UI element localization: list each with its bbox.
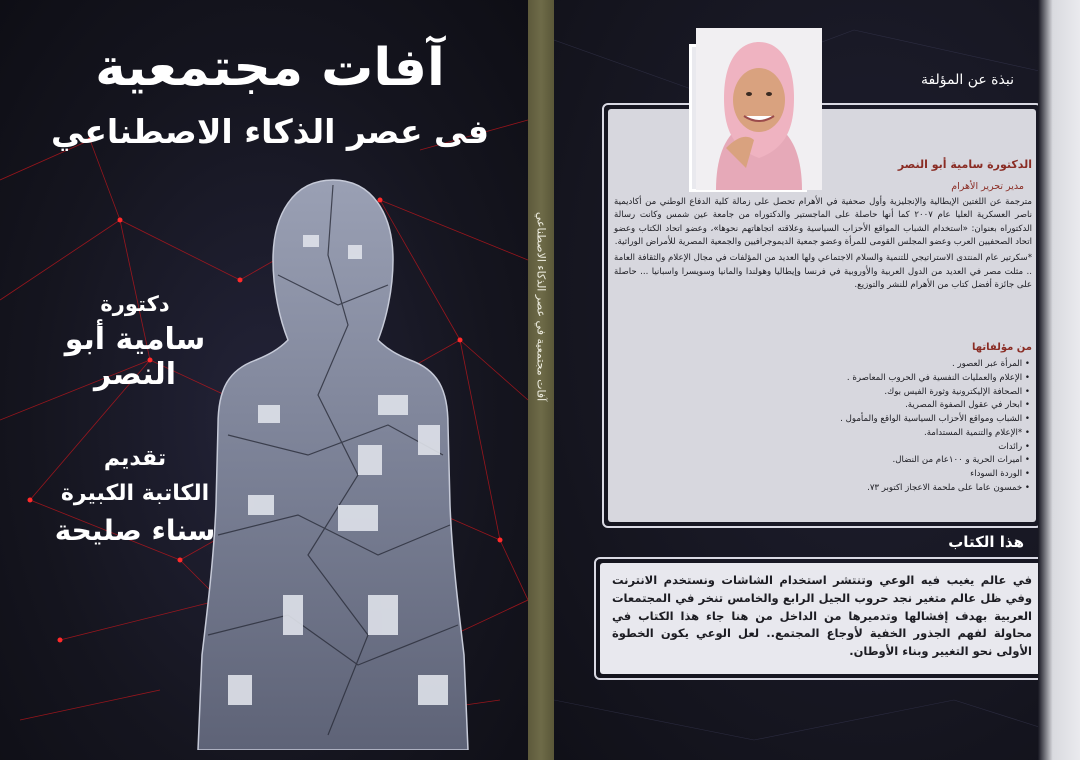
list-item: • ابحار في عقول الصفوة المصرية. [704, 399, 1030, 413]
front-cover [0, 0, 528, 760]
list-item: • الإعلام والعمليات النفسية في الحروب المعاصرة . [704, 372, 1030, 386]
bio-text [614, 196, 1032, 295]
bio-heading: نبذة عن المؤلفة [920, 72, 1014, 88]
about-heading: هذا الكتاب [948, 533, 1024, 551]
author-title: دكتورة [100, 292, 170, 316]
foreword-name: سناء صليحة [54, 514, 216, 547]
book-title: آفات مجتمعية [95, 38, 445, 98]
back-cover [554, 0, 1080, 760]
bio-author-role: مدير تحرير الأهرام [951, 181, 1024, 192]
foreword-label: تقديم [103, 446, 167, 471]
author-block [20, 292, 250, 392]
list-item: • الشباب ومواقع الأحزاب السياسية الواقع والمأمول . [704, 413, 1030, 427]
list-item: • اميرات الحرية و ١٠٠عام من النضال. [704, 454, 1030, 468]
book-subtitle: فى عصر الذكاء الاصطناعي [51, 112, 489, 151]
works-heading: من مؤلفاتها [972, 342, 1032, 353]
bio-paragraph: مترجمة عن اللغتين الإيطالية والإنجليزية وأول صحفية في الأهرام تحصل على زمالة كلية الدفاع الوطني من أكاديمية ناصر العسكرية العليا عام ٢٠٠٧ كما أنها حاصلة على الماجستير والدكتوراه من جامعة عين شمس وكانت رسالة الدكتوراه بعنوان: «استخدام الشباب المواقع الأحزاب السياسية وعلاقته اتجاهاتهم نحوها»، وعضو اتحاد الكتاب وعضو اتحاد الصحفيين العرب وعضو المجلس القومى للمرأة وعضو جمعية الديموجرافيين والجمعية المصرية للأمراض الوراثية. [614, 197, 1033, 247]
list-item: • الوردة السوداء [704, 468, 1030, 482]
works-list [704, 358, 1030, 496]
list-item: • رائدات [704, 441, 1030, 455]
page-edge [1038, 0, 1080, 760]
author-name: سامية أبو النصر [64, 322, 206, 392]
list-item: • *الإعلام والتنمية المستدامة. [704, 427, 1030, 441]
bio-author-name: الدكتورة سامية أبو النصر [897, 158, 1032, 171]
foreword-block [20, 446, 250, 547]
list-item: • خمسون عاما على ملحمة الاعجاز اكتوبر ٧٣. [704, 482, 1030, 496]
about-text: في عالم يغيب فيه الوعي وتنتشر استخدام الشاشات ونستخدم الانترنت وفي ظل عالم متغير نجد حروب الجيل الرابع والخامس تنخر في المجتمعات العربية بهدف إفشالها وتدميرها من الداخل من هنا جاء هذا الكتاب في محاولة لفهم الجذور الخفية لأوجاع المجتمع.. لعل الوعي يكون الخطوة الأولى نحو التغيير وبناء الأوطان. [612, 573, 1032, 659]
bio-paragraph: *سكرتير عام المنتدى الاستراتيجي للتنمية والسلام الاجتماعي ولها العديد من المؤلفات في مجال الإعلام والثقافة العامة .. مثلت مصر في العديد من الدول العربية والأوروبية في فرنسا وإيطاليا وهولندا والمانيا وسويسرا واسبانيا ... حاصلة على جائزة أفضل كتاب من الأهرام للنشر والتوزيع. [614, 253, 1032, 290]
foreword-role: الكاتبة الكبيرة [60, 481, 210, 506]
spine-title: آفات مجتمعية في عصر الذكاء الاصطناعي [534, 211, 548, 402]
list-item: • الصحافة الإليكترونية وثورة الفيس بوك. [704, 386, 1030, 400]
list-item: • المرأة عبر العصور . [704, 358, 1030, 372]
